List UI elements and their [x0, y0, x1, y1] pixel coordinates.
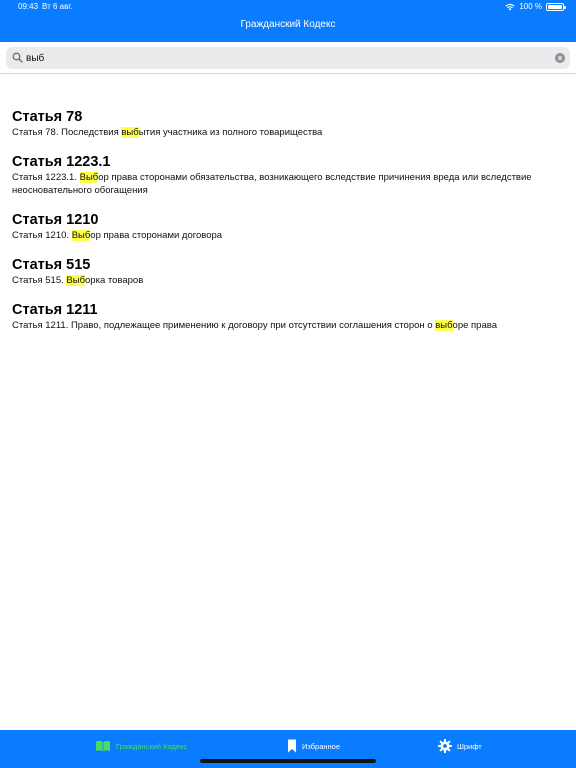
result-title: Статья 78	[12, 109, 83, 125]
tab-label: Гражданский Кодекс	[116, 741, 188, 751]
status-right	[505, 0, 564, 14]
search-highlight: Выб	[66, 275, 86, 286]
result-title: Статья 1211	[12, 302, 98, 318]
tab-favorites[interactable]	[287, 730, 340, 762]
search-bar	[0, 42, 576, 74]
result-desc: Статья 1223.1. Выбор права сторонами обязательства, возникающего вследствие причинения вреда или вследствие неосновательного обогащения	[12, 172, 532, 196]
tab-label: Избранное	[302, 741, 341, 751]
search-box[interactable]	[6, 47, 570, 69]
page-title: Гражданский Кодекс	[240, 19, 336, 30]
tab-civil-code[interactable]	[95, 730, 187, 762]
battery-percent: 100 %	[519, 2, 542, 11]
status-date: Вт 6 авг.	[42, 2, 73, 11]
search-highlight: Выб	[71, 230, 91, 241]
result-title: Статья 1210	[12, 212, 99, 228]
bookmark-icon	[287, 739, 297, 753]
result-title: Статья 1223.1	[12, 154, 111, 170]
home-indicator[interactable]	[200, 759, 376, 763]
search-highlight: выб	[121, 127, 139, 138]
tab-label: Шрифт	[457, 741, 482, 751]
gear-icon	[438, 739, 452, 753]
result-desc: Статья 1211. Право, подлежащее применению к договору при отсутствии соглашения сторон о выборе права	[12, 320, 497, 331]
result-desc: Статья 515. Выборка товаров	[12, 275, 144, 286]
list-item[interactable]	[12, 256, 568, 287]
search-input[interactable]	[26, 47, 546, 69]
header	[0, 0, 576, 42]
wifi-icon	[505, 3, 515, 11]
book-icon	[95, 740, 111, 752]
result-desc: Статья 78. Последствия выбытия участника из полного товарищества	[12, 127, 323, 138]
search-highlight: Выб	[79, 172, 99, 183]
status-time: 09:43	[18, 2, 39, 11]
list-item[interactable]	[12, 108, 568, 139]
search-highlight: выб	[435, 320, 453, 331]
result-desc: Статья 1210. Выбор права сторонами договора	[12, 230, 223, 241]
tab-font[interactable]	[438, 730, 482, 762]
search-icon	[12, 52, 23, 63]
list-item[interactable]	[12, 153, 568, 197]
list-item[interactable]	[12, 301, 568, 332]
results-list	[12, 108, 568, 346]
status-bar	[0, 0, 576, 14]
result-title: Статья 515	[12, 257, 91, 273]
clear-search-icon[interactable]	[555, 53, 565, 63]
battery-icon	[546, 3, 564, 11]
list-item[interactable]	[12, 211, 568, 242]
